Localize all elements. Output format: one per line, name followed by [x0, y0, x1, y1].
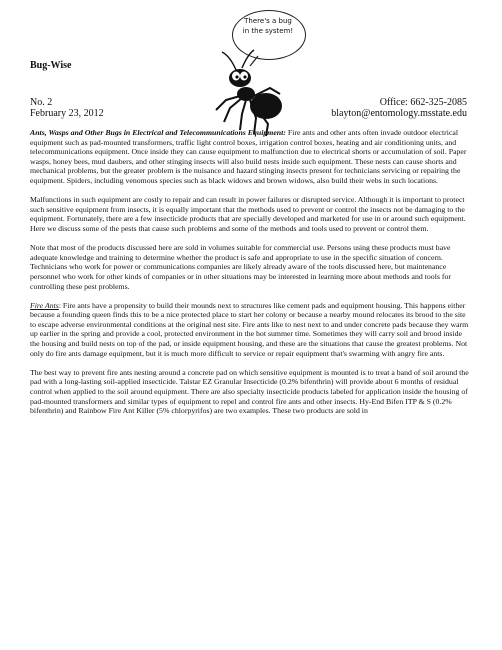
- fire-ants-lead: Fire Ants: [30, 300, 59, 310]
- article-headline: Ants, Wasps and Other Bugs in Electrical and Telecommunications Equipment:: [30, 128, 286, 137]
- paragraph-4: [30, 301, 470, 359]
- article-body: [30, 128, 470, 425]
- paragraph-3: Note that most of the products discussed here are sold in volumes suitable for commercial use. Persons using these products must have adequate knowledge and training to determine whether the product is safe and appropriate to use in the specific situation of concern. Technicians who work for power or communications companies are likely already aware of the tools discussed here, but maintenance personnel who work for other kinds of companies or in other situations may be interested in learning more about methods and tools for controlling these pest problems.: [30, 243, 451, 291]
- paragraph-1: [30, 128, 470, 186]
- paragraph-1-text: Fire ants and other ants often invade outdoor electrical equipment such as pad-mounted transformers, traffic light control boxes, irrigation control boxes, heating and air conditioning units, and telecommunications equipment. Once inside they can cause equipment to malfunction due to electrical shorts or accumulation of soil. Paper wasps, honey bees, mud daubers, and other stinging insects will also build nests inside such equipment. These nests can cause shorts and mechanical problems, but the greater problem is the nuisance and hazard stinging insects present for technicians servicing or repairing the equipment. Spiders, including venomous species such as black widows and brown widows, also build their webs in such locations.: [30, 128, 467, 185]
- issue-date: February 23, 2012: [30, 108, 104, 119]
- speech-bubble-text: There's a bug in the system!: [242, 17, 294, 35]
- paragraph-5: The best way to prevent fire ants nesting around a concrete pad on which sensitive equipment is mounted is to treat a band of soil around the pad with a long-lasting soil-applied insecticide. Talstar EZ Granular Insecticide (0.2% bifenthrin) will provide about 6 months of residual control when applied to the soil around equipment. There are also specialty insecticide products labeled for application inside the housing of pad-mounted transformers and similar types of equipment to repel and control fire ants and other insects. Hy-End Bifen ITP & S (0.2% bifenthrin) and Rainbow Fire Ant Killer (5% chlorpyrifos) are two examples. These two products are sold in: [30, 367, 469, 416]
- paragraph-2: Malfunctions in such equipment are costly to repair and can result in power failures or disrupted service. Although it is important to protect such sensitive equipment from insects, it is equally important that the methods used to prevent or control the insects not be damaging to the equipment. Fortunately, there are a few insecticide products that are specially developed and marketed for use in or around such equipment. Here we discuss some of the pests that cause such problems and some of the methods and tools used to prevent or control them.: [30, 195, 466, 233]
- contact-block: [331, 97, 467, 119]
- office-phone: Office: 662-325-2085: [379, 97, 467, 108]
- ant-illustration: [196, 48, 292, 140]
- paragraph-4-text: : Fire ants have a propensity to build their mounds next to structures like cement pads and equipment housing. This happens either because a founding queen finds this to be a nice protected place to start her colony or because a nearby mound relocates its brood to the site to escape adverse environmental conditions at the original nest site. Fire ants like to nest next to and under concrete pads because they warm up earlier in the spring and provide a cool, protected environment in the hot summer time. Sometimes they will carry soil and brood inside the housing and build nests on top of the pad, or inside equipment housing, and these are the situations that cause the greatest problems. Not only do fire ants damage equipment, but it is much more difficult to service or repair equipment that's swarming with angry fire ants.: [30, 300, 469, 358]
- contact-email[interactable]: blayton@entomology.msstate.edu: [331, 108, 467, 119]
- issue-number: No. 2: [30, 97, 53, 108]
- issue-block: [30, 97, 104, 119]
- newsletter-brand: Bug-Wise: [30, 60, 72, 71]
